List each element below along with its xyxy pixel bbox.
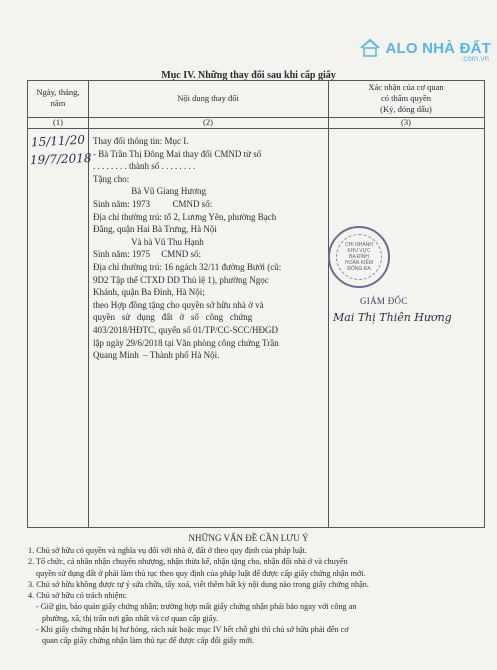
note-line: - Giữ gìn, bảo quản giấy chứng nhận; trường hợp mất giấy chứng nhận phải báo ngay với công an (36, 602, 357, 612)
content-line: Địa chỉ thường trú: 16 ngách 32/11 đường Bưởi (cũ: (93, 261, 282, 272)
content-line: 403/2018/HĐTC, quyển số 01/TP/CC-SCC/HĐGD (93, 324, 279, 335)
header-content: Nội dung thay đổi (177, 93, 239, 103)
handwritten-date: 19/7/2018 (29, 150, 92, 168)
signer-name: Mai Thị Thiên Hương (333, 311, 452, 324)
content-line: Bà Vũ Giang Hương (93, 186, 206, 197)
note-line: 2. Tổ chức, cá nhân nhận chuyển nhượng, nhận thừa kế, nhận tặng cho, nhận đổi nhà ở và chuyển (28, 557, 348, 567)
content-line: Đằng, quận Hai Bà Trưng, Hà Nội (93, 224, 217, 235)
note-line: phường, xã, thị trấn nơi gần nhất và cơ quan cấp giấy. (42, 613, 219, 623)
watermark-brand: ALO NHÀ ĐẤT (385, 39, 491, 57)
note-line: - Khi giấy chứng nhận bị hư hỏng, rách nát hoặc mục IV hết chỗ ghi thì chủ sở hữu phải đến cơ (36, 625, 349, 635)
header-confirmation: Xác nhận của cơ quan có thẩm quyền (Ký, đóng dấu) (368, 82, 444, 114)
column-divider (328, 81, 329, 527)
content-line: quyền sử dụng đất ở số công chứng (93, 312, 253, 323)
column-divider (88, 81, 89, 527)
signer-title: GIÁM ĐỐC (360, 296, 408, 306)
content-line: - Bà Trần Thị Đông Mai thay đổi CMND từ số (93, 148, 262, 159)
column-number-1: (1) (53, 117, 63, 127)
section-title: Mục IV. Những thay đổi sau khi cấp giấy (161, 70, 336, 81)
notes-title: NHỮNG VẤN ĐỀ CẦN LƯU Ý (188, 533, 309, 543)
number-row-divider (28, 128, 484, 129)
content-line: Khánh, quận Ba Đình, Hà Nội; (93, 287, 205, 298)
content-line: Tặng cho: (93, 173, 130, 184)
content-line: Thay đổi thông tin: Mục I. (93, 136, 189, 146)
change-content (93, 135, 281, 362)
column-number-2: (2) (203, 117, 213, 127)
content-line: Và bà Vũ Thu Hạnh (93, 236, 204, 247)
header-date: Ngày, tháng, năm (36, 87, 80, 108)
content-line: Địa chỉ thường trú: tổ 2, Lương Yên, phường Bạch (93, 211, 277, 222)
note-line: 4. Chủ sở hữu có trách nhiệm: (28, 591, 128, 601)
notes-list (28, 545, 484, 647)
official-stamp: CHI NHÁNH KHU VỰC BA ĐÌNH HOÀN KIẾM ĐỐNG ĐA (328, 226, 390, 288)
content-line: Quang Minh – Thành phố Hà Nội. (93, 350, 220, 361)
note-line: quyền sử dụng đất ở phải làm thủ tục theo quy định của pháp luật để được cấp giấy chứng nhận mới. (36, 568, 366, 578)
content-line: lập ngày 29/6/2018 tại Văn phòng công chứng Trần (93, 337, 279, 348)
house-logo-icon (359, 37, 381, 59)
note-line: quan cấp giấy chứng nhận làm thủ tục để được cấp đổi giấy mới. (42, 636, 255, 646)
handwritten-entry-number: 15/11/20 (30, 132, 86, 150)
watermark-domain: .com.vn (460, 54, 489, 63)
column-number-3: (3) (401, 117, 411, 127)
content-line: theo Hợp đồng tặng cho quyền sở hữu nhà ở và (93, 299, 264, 310)
note-line: 1. Chủ sở hữu có quyền và nghĩa vụ đối với nhà ở, đất ở theo quy định của pháp luật. (28, 546, 307, 555)
content-line: . . . . . . . . thành số . . . . . . . . (93, 161, 196, 172)
content-line: Sinh năm: 1973 CMND số: (93, 198, 213, 209)
note-line: 3. Chủ sở hữu không được tự ý sửa chữa, tẩy xoá, viết thêm bất kỳ nội dung nào trong giấy chứng nhận. (28, 579, 369, 589)
content-line: Sinh năm: 1975 CMND số: (93, 249, 202, 260)
content-line: 9D2 Tập thể CTXD DD Thủ lệ 1), phường Ngọc (93, 274, 269, 285)
